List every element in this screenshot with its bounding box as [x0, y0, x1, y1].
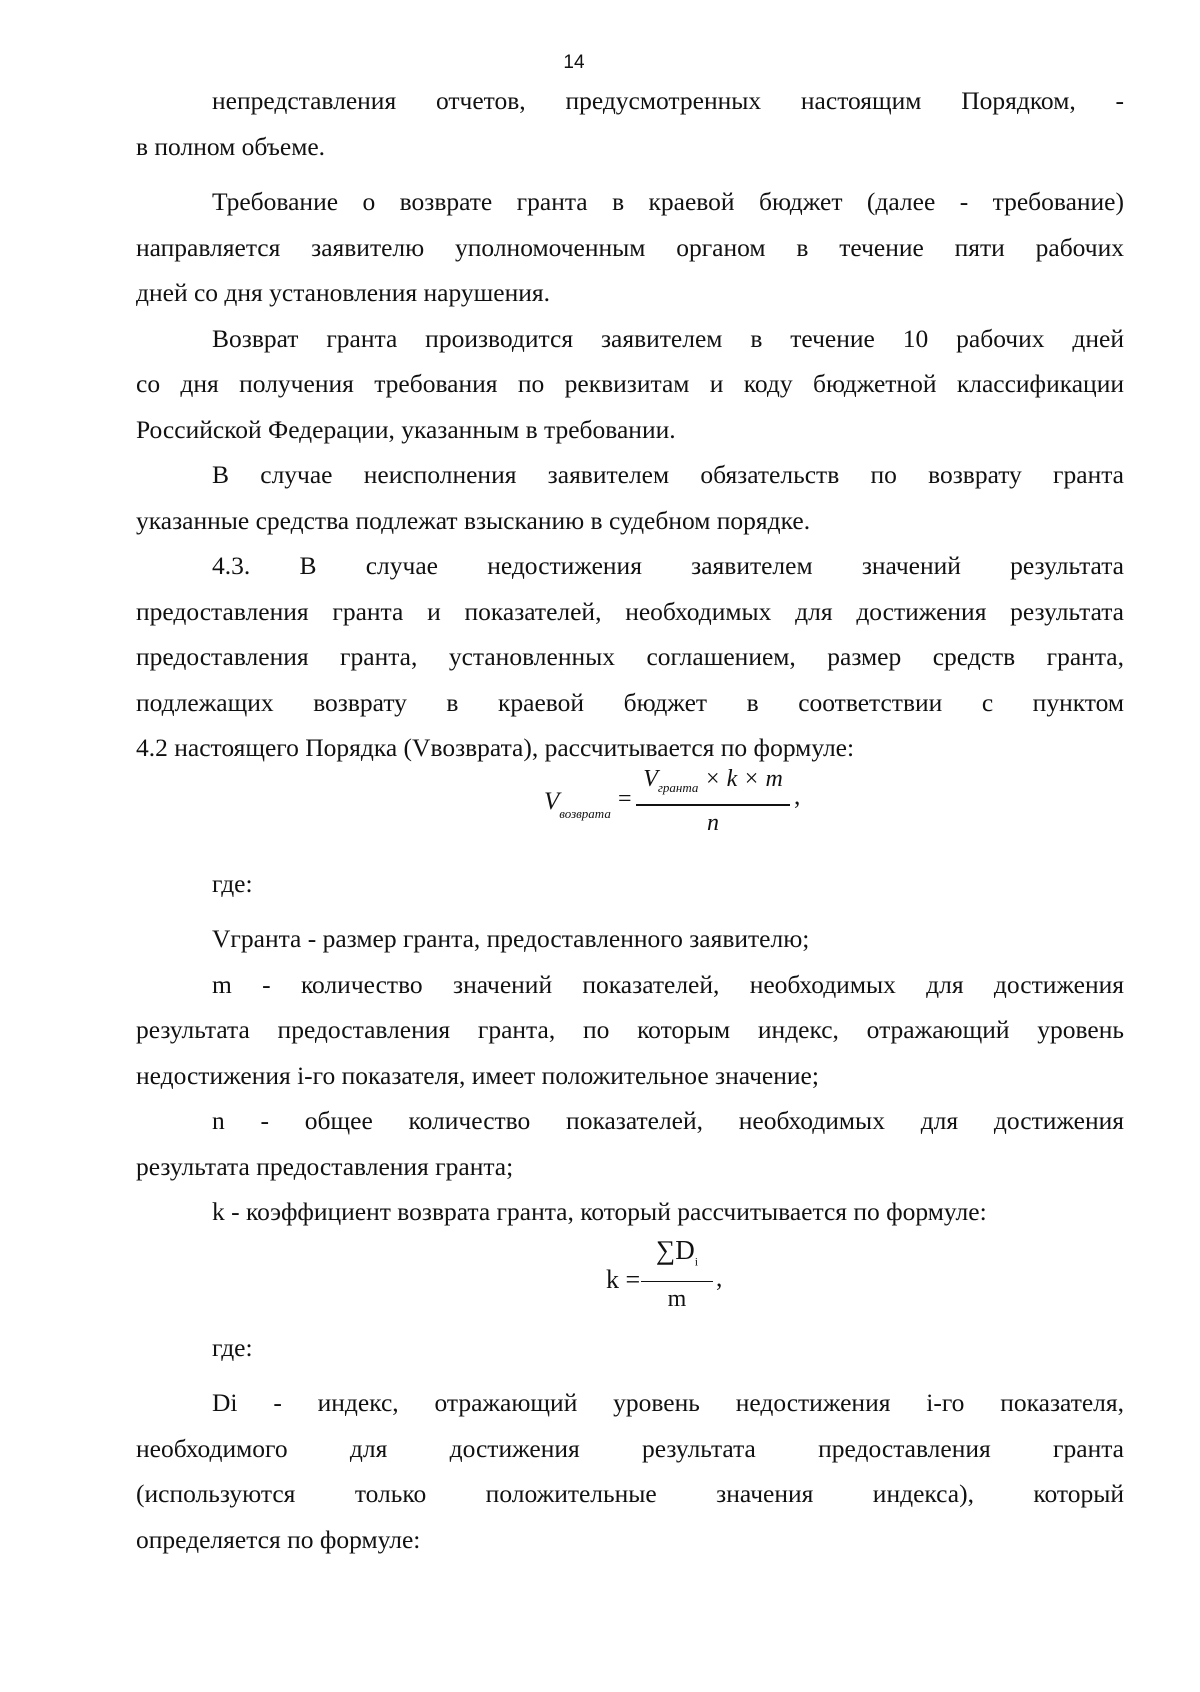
paragraph-line: n - общее количество показателей, необходимых для достижения — [212, 1106, 1124, 1135]
paragraph-line: 4.2 настоящего Порядка (Vвозврата), рассчитывается по формуле: — [136, 733, 855, 762]
fraction-bar — [641, 1281, 713, 1282]
paragraph-line: где: — [212, 868, 253, 898]
paragraph-line: k - коэффициент возврата гранта, который рассчитывается по формуле: — [212, 1197, 987, 1226]
formula-lhs: k = — [606, 1264, 641, 1294]
paragraph-line: определяется по формуле: — [136, 1524, 421, 1554]
sigma-symbol: ∑ — [655, 1234, 676, 1265]
formula-denominator: m — [667, 1286, 687, 1313]
formula-comma: , — [794, 780, 801, 810]
paragraph-line: Di - индекс, отражающий уровень недостижения i-го показателя, — [212, 1388, 1124, 1417]
paragraph-line: со дня получения требования по реквизитам и коду бюджетной классификации — [136, 369, 1124, 398]
paragraph-line: Возврат гранта производится заявителем в течение 10 рабочих дней — [212, 323, 1124, 353]
formula-lhs: $V_{возврата}$ — [544, 787, 611, 821]
page-number: 14 — [563, 52, 585, 73]
fraction-bar — [636, 804, 790, 805]
formula-numerator: $\sum D_i$ — [655, 1234, 699, 1268]
paragraph-line: (используются только положительные значения индекса), который — [136, 1479, 1124, 1508]
paragraph-line: дней со дня установления нарушения. — [136, 278, 550, 307]
formula-coefficient — [136, 1235, 1124, 1325]
paragraph-line: В случае неисполнения заявителем обязательств по возврату гранта — [212, 460, 1124, 489]
formula-equals: = — [618, 785, 632, 812]
paragraph-line: непредставления отчетов, предусмотренных настоящим Порядком, - — [212, 86, 1124, 115]
paragraph-line: Требование о возврате гранта в краевой бюджет (далее - требование) — [212, 187, 1124, 216]
formula-numerator: $V_{гранта} \times k \times m$ — [643, 765, 783, 795]
paragraph-line: m - количество значений показателей, необходимых для достижения — [212, 969, 1124, 999]
formula-denominator: n — [707, 809, 719, 836]
paragraph-line: в полном объеме. — [136, 131, 326, 161]
paragraph-line: недостижения i-го показателя, имеет положительное значение; — [136, 1060, 819, 1090]
formula-fraction — [636, 763, 790, 838]
paragraph-line: предоставления гранта, установленных соглашением, размер средств гранта, — [136, 642, 1124, 671]
document-body — [136, 78, 1124, 1562]
paragraph-line: результата предоставления гранта, по которым индекс, отражающий уровень — [136, 1015, 1124, 1044]
paragraph-line: указанные средства подлежат взысканию в судебном порядке. — [136, 505, 811, 535]
paragraph-line: необходимого для достижения результата предоставления гранта — [136, 1433, 1124, 1463]
paragraph-line: Российской Федерации, указанным в требовании. — [136, 414, 676, 444]
paragraph-line: результата предоставления гранта; — [136, 1151, 514, 1181]
paragraph-line: 4.3. В случае недостижения заявителем значений результата — [212, 551, 1124, 580]
paragraph-line: Vгранта - размер гранта, предоставленного заявителю; — [212, 924, 810, 953]
paragraph-line: подлежащих возврату в краевой бюджет в соответствии с пунктом — [136, 687, 1124, 717]
formula-fraction — [641, 1231, 713, 1315]
paragraph-line: направляется заявителю уполномоченным органом в течение пяти рабочих — [136, 232, 1124, 262]
paragraph-line: предоставления гранта и показателей, необходимых для достижения результата — [136, 596, 1124, 626]
formula-comma: , — [716, 1262, 723, 1292]
formula-return-amount — [136, 765, 1124, 861]
paragraph-line: где: — [212, 1332, 253, 1362]
